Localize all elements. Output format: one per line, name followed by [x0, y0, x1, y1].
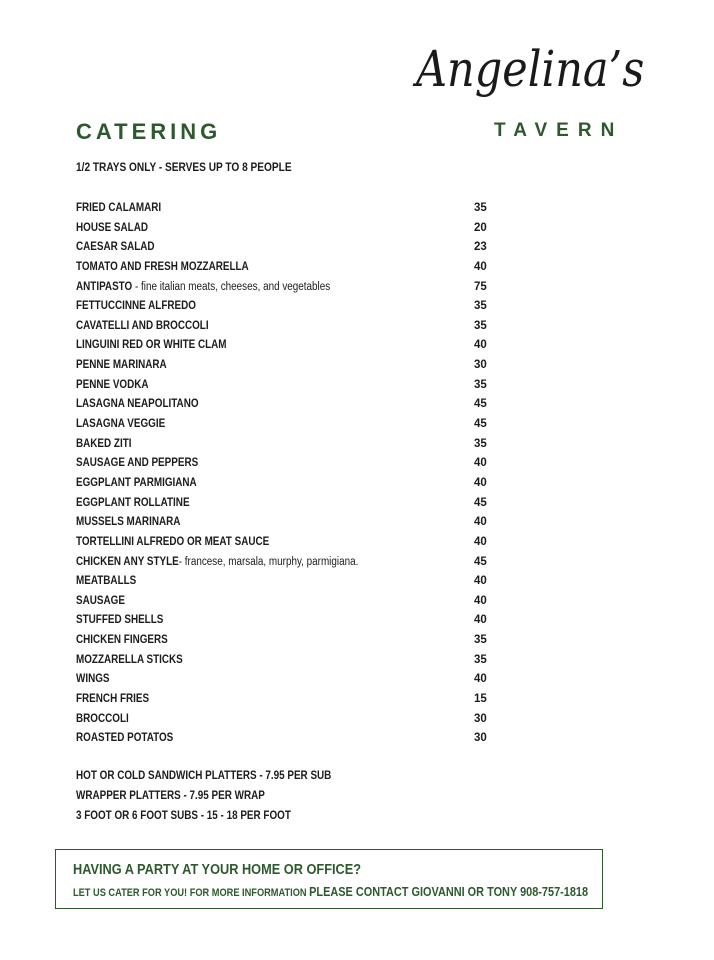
menu-item-name [76, 732, 173, 744]
menu-item-title: LASAGNA NEAPOLITANO [76, 398, 199, 411]
menu-item [76, 514, 496, 534]
contact-callout [55, 849, 603, 909]
menu-item-title: MEATBALLS [76, 575, 137, 588]
menu-item-price: 75 [474, 280, 487, 293]
menu-item-price: 40 [474, 614, 487, 627]
menu-item [76, 357, 496, 377]
menu-item-title: WINGS [76, 673, 110, 686]
menu-item-name [76, 673, 110, 685]
menu-item-title: CAVATELLI AND BROCCOLI [76, 319, 209, 332]
menu-item [76, 711, 496, 731]
menu-item-price: 40 [474, 476, 487, 489]
menu-item-name [76, 418, 165, 430]
menu-item-price: 35 [474, 378, 487, 391]
menu-item-name [76, 281, 330, 293]
menu-item [76, 337, 496, 357]
menu-item [76, 475, 496, 495]
menu-item [76, 455, 496, 475]
menu-item-name [76, 556, 358, 568]
menu-item-title: MOZZARELLA STICKS [76, 653, 183, 666]
menu-item-name [76, 438, 131, 450]
menu-item-name [76, 477, 197, 489]
menu-item-name [76, 654, 183, 666]
menu-item-price: 35 [474, 653, 487, 666]
menu-item-title: EGGPLANT ROLLATINE [76, 496, 190, 509]
menu-item-name [76, 398, 199, 410]
menu-item [76, 593, 496, 613]
callout-text [73, 883, 588, 901]
menu-item [76, 652, 496, 672]
menu-item [76, 220, 496, 240]
menu-item-title: SAUSAGE [76, 594, 125, 607]
menu-item-price: 40 [474, 594, 487, 607]
menu-item-price: 30 [474, 732, 487, 745]
menu-item-title: STUFFED SHELLS [76, 614, 164, 627]
menu-item-price: 20 [474, 221, 487, 234]
logo [416, 40, 646, 160]
menu-item-title: TORTELLINI ALFREDO OR MEAT SAUCE [76, 535, 270, 548]
menu-item-title: FRIED CALAMARI [76, 202, 162, 214]
menu-item-name [76, 516, 180, 528]
menu-item-price: 45 [474, 398, 487, 411]
menu-item-price: 45 [474, 555, 487, 568]
menu-item-title: ANTIPASTO [76, 280, 133, 293]
menu-item-title: BROCCOLI [76, 712, 129, 725]
menu-item [76, 671, 496, 691]
menu-item [76, 396, 496, 416]
menu-item-title: PENNE VODKA [76, 378, 149, 391]
menu-item-name [76, 359, 167, 371]
menu-item-name [76, 595, 125, 607]
menu-item-title: FRENCH FRIES [76, 693, 150, 706]
menu-item [76, 259, 496, 279]
logo-script: Angelina’s [416, 40, 645, 98]
menu-item-price: 23 [474, 241, 487, 254]
menu-item-price: 40 [474, 673, 487, 686]
menu-item [76, 534, 496, 554]
menu-item-price: 35 [474, 202, 487, 214]
menu-item-title: BAKED ZITI [76, 437, 132, 450]
menu-item [76, 632, 496, 652]
page-subtitle: 1/2 TRAYS ONLY - SERVES UP TO 8 PEOPLE [76, 162, 292, 174]
menu-item-price: 15 [474, 693, 487, 706]
menu-item-description: - fine italian meats, cheeses, and vegetables [132, 280, 331, 293]
menu-item-name [76, 713, 129, 725]
menu-item-price: 40 [474, 516, 487, 529]
extras-list [76, 770, 373, 830]
menu-item-title: ROASTED POTATOS [76, 732, 174, 745]
menu-item-title: HOUSE SALAD [76, 221, 148, 234]
menu-item-name [76, 300, 196, 312]
menu-item-name [76, 457, 198, 469]
menu-item-name [76, 536, 269, 548]
menu-item-name [76, 575, 136, 587]
menu-item [76, 691, 496, 711]
menu-item-title: PENNE MARINARA [76, 359, 167, 372]
menu-list [76, 200, 496, 750]
menu-item-title: LINGUINI RED OR WHITE CLAM [76, 339, 227, 352]
menu-item [76, 554, 496, 574]
menu-item-price: 45 [474, 496, 487, 509]
menu-item [76, 200, 496, 220]
menu-item-name [76, 634, 168, 646]
menu-item-title: LASAGNA VEGGIE [76, 418, 166, 431]
menu-item [76, 377, 496, 397]
menu-item-price: 40 [474, 457, 487, 470]
menu-item-name [76, 497, 190, 509]
menu-item [76, 495, 496, 515]
menu-item-title: CHICKEN FINGERS [76, 634, 168, 647]
menu-item-price: 40 [474, 575, 487, 588]
logo-subtitle: TAVERN [494, 120, 624, 141]
menu-item [76, 416, 496, 436]
menu-item-title: FETTUCCINNE ALFREDO [76, 300, 196, 313]
menu-item [76, 298, 496, 318]
menu-item-title: CAESAR SALAD [76, 241, 155, 254]
callout-text-big: PLEASE CONTACT GIOVANNI OR TONY 908-757-1818 [309, 884, 589, 899]
menu-item-title: CHICKEN ANY STYLE [76, 555, 179, 568]
menu-item-name [76, 241, 155, 253]
menu-item-price: 40 [474, 535, 487, 548]
menu-item [76, 318, 496, 338]
menu-item-title: TOMATO AND FRESH MOZZARELLA [76, 260, 249, 273]
menu-item-price: 30 [474, 359, 487, 372]
menu-item [76, 573, 496, 593]
menu-item-title: SAUSAGE AND PEPPERS [76, 457, 199, 470]
menu-item [76, 279, 496, 299]
menu-item-price: 35 [474, 319, 487, 332]
menu-item-name [76, 261, 249, 273]
menu-item-description: - francese, marsala, murphy, parmigiana. [178, 555, 359, 568]
menu-item-name [76, 339, 227, 351]
callout-heading: HAVING A PARTY AT YOUR HOME OR OFFICE? [73, 862, 362, 878]
menu-item-name [76, 202, 161, 214]
menu-item-price: 35 [474, 634, 487, 647]
menu-item [76, 612, 496, 632]
menu-item-name [76, 320, 209, 332]
extra-line: HOT OR COLD SANDWICH PLATTERS - 7.95 PER SUB [76, 770, 332, 782]
menu-item-price: 30 [474, 712, 487, 725]
menu-item-price: 40 [474, 339, 487, 352]
menu-item [76, 436, 496, 456]
menu-item-price: 45 [474, 418, 487, 431]
menu-item-title: MUSSELS MARINARA [76, 516, 181, 529]
menu-item-name [76, 379, 149, 391]
menu-item-price: 40 [474, 260, 487, 273]
menu-item-price: 35 [474, 437, 487, 450]
extra-line: 3 FOOT OR 6 FOOT SUBS - 15 - 18 PER FOOT [76, 810, 291, 822]
menu-item-name [76, 693, 149, 705]
menu-item-price: 35 [474, 300, 487, 313]
menu-item [76, 730, 496, 750]
menu-item-name [76, 222, 148, 234]
menu-item-title: EGGPLANT PARMIGIANA [76, 476, 197, 489]
page-title: CATERING [76, 119, 222, 144]
callout-text-small: LET US CATER FOR YOU! FOR MORE INFORMATION [73, 887, 310, 899]
menu-item [76, 239, 496, 259]
extra-line: WRAPPER PLATTERS - 7.95 PER WRAP [76, 790, 265, 802]
menu-item-name [76, 614, 163, 626]
